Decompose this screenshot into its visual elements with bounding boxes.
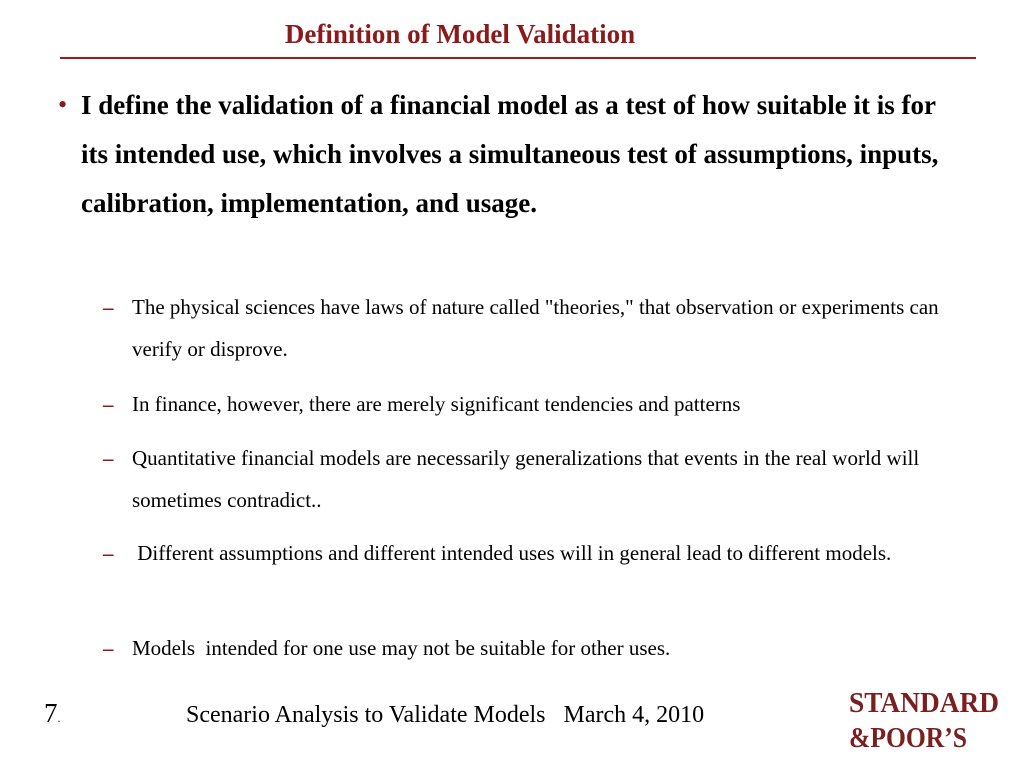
bullet-icon: • xyxy=(58,90,68,119)
sub-bullet-text: Different assumptions and different intended uses will in general lead to different models. xyxy=(132,541,892,565)
logo-line-2: &POOR’S xyxy=(849,722,967,754)
sub-bullet-text: The physical sciences have laws of nature called "theories," that observation or experiments can verify or disprove. xyxy=(132,295,939,361)
sub-bullet-2 xyxy=(103,383,963,425)
sub-bullet-1 xyxy=(103,286,963,370)
sub-bullet-3 xyxy=(103,437,963,521)
dash-icon: – xyxy=(103,295,114,319)
sub-bullet-text: In finance, however, there are merely significant tendencies and patterns xyxy=(132,392,741,416)
footer-caption: Scenario Analysis to Validate Models March 4, 2010 xyxy=(186,702,705,728)
dash-icon: – xyxy=(103,446,114,470)
page-number xyxy=(44,695,61,736)
sub-bullet-5 xyxy=(103,627,963,669)
sub-bullet-text: Quantitative financial models are necessarily generalizations that events in the real world will sometimes contradict.. xyxy=(132,446,920,512)
dash-icon: – xyxy=(103,541,114,565)
logo-line-1: STANDARD xyxy=(849,687,999,719)
standard-and-poors-logo xyxy=(848,684,1008,754)
sub-bullet-4 xyxy=(103,532,963,574)
slide-title: Definition of Model Validation xyxy=(284,19,636,49)
title-divider xyxy=(60,57,976,59)
dash-icon: – xyxy=(103,392,114,416)
page-number-suffix: . xyxy=(57,711,61,725)
page-number-value: 7 xyxy=(44,698,58,728)
dash-icon: – xyxy=(103,636,114,660)
sub-bullet-text: Models intended for one use may not be suitable for other uses. xyxy=(132,636,671,660)
main-bullet-text: I define the validation of a financial model as a test of how suitable it is for its intended use, which involves a simultaneous test of assumptions, inputs, calibration, implementation, and usage. xyxy=(81,90,939,218)
